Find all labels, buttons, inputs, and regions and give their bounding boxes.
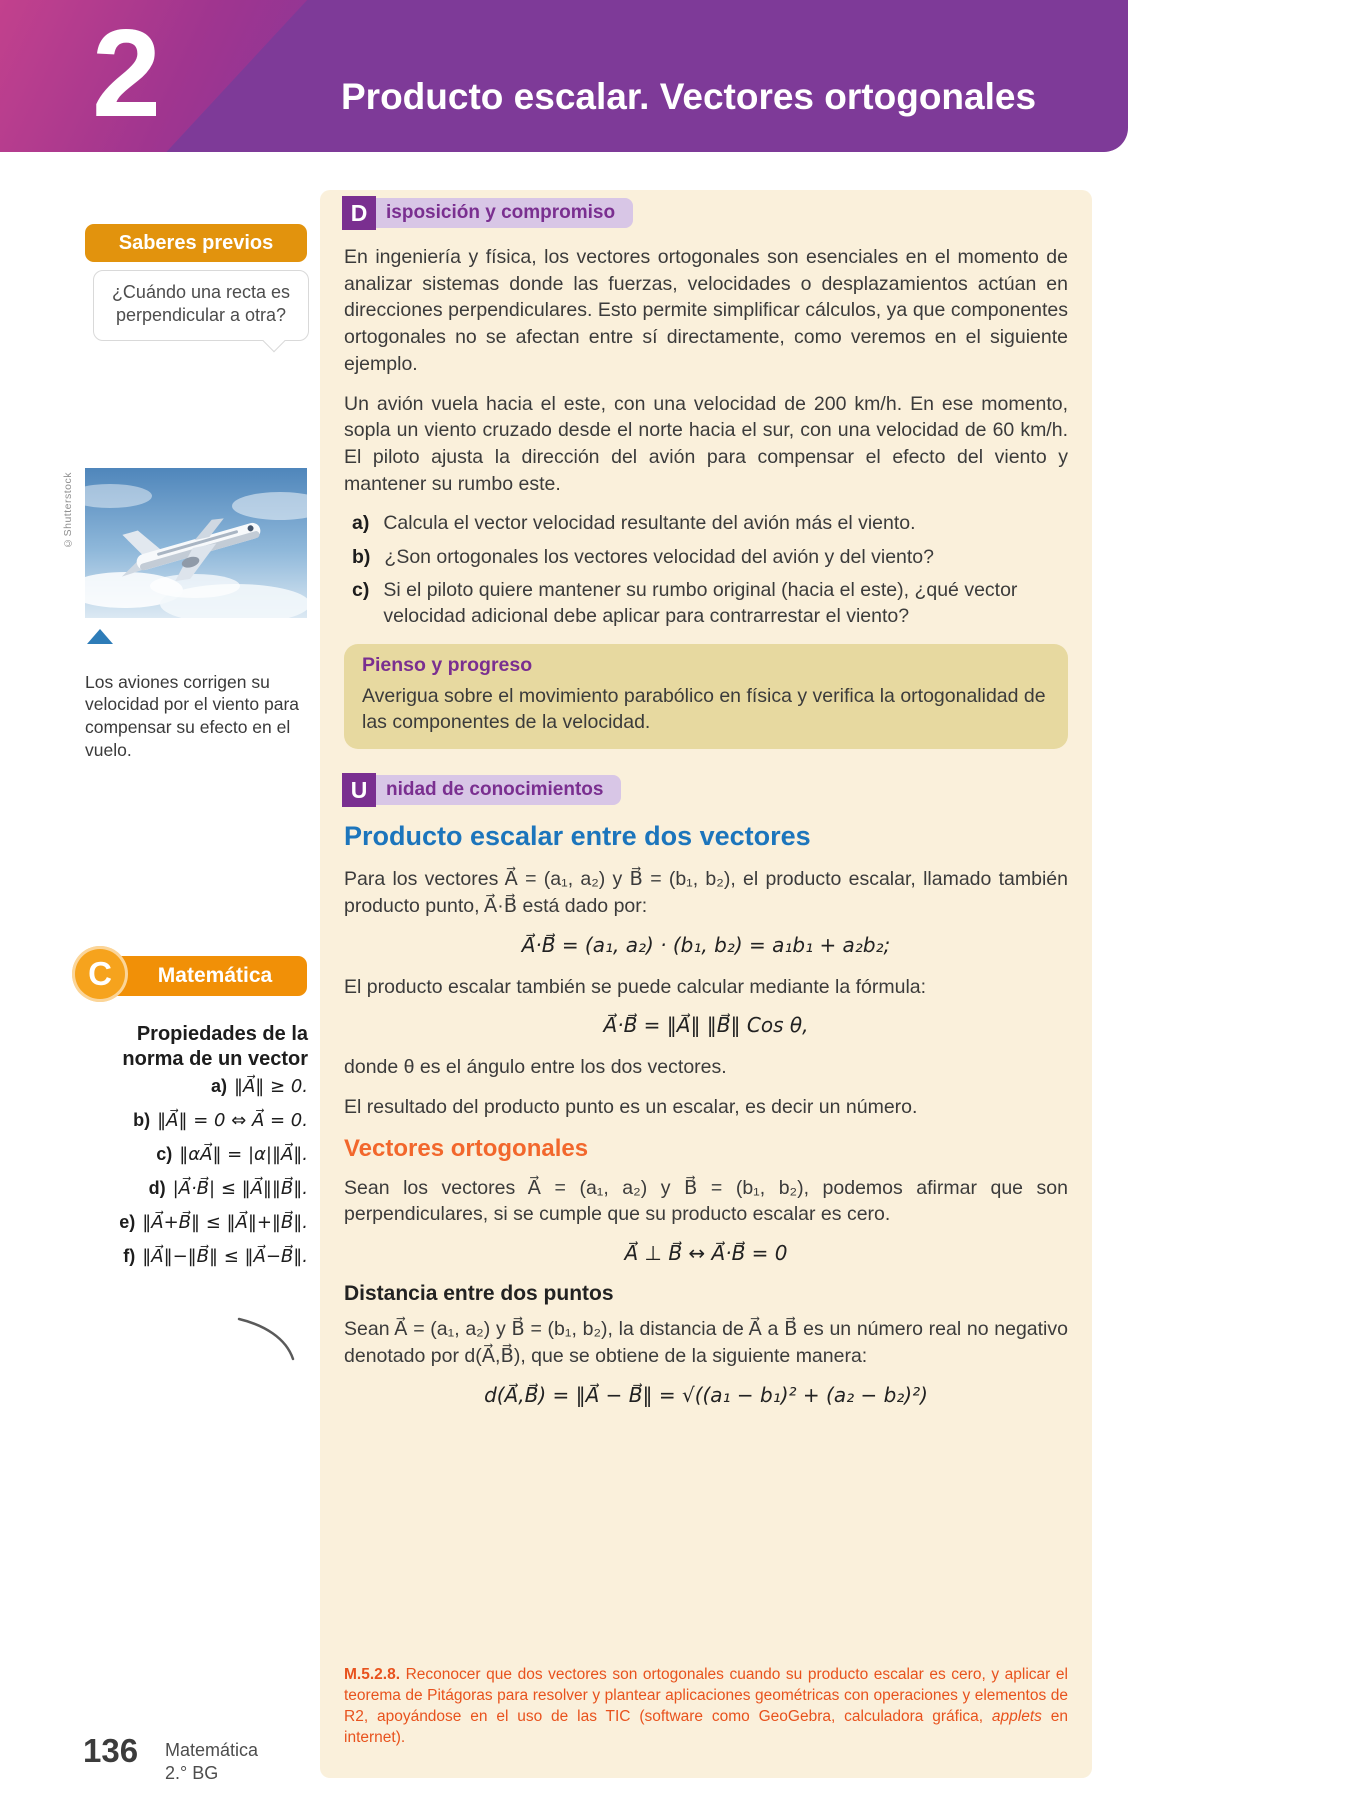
question-label: c) [352,578,370,601]
section-header-unidad [342,773,1068,807]
photo-credit: ©Shutterstock [62,472,74,549]
saberes-previos-label: Saberes previos [118,231,274,254]
property-label: e) [119,1212,136,1232]
saberes-question-bubble [93,270,309,341]
pienso-y-progreso-box [344,644,1068,750]
standard-code: M.5.2.8. [344,1666,400,1684]
question-label: b) [352,545,371,568]
question-text: ¿Son ortogonales los vectores velocidad del avión y del viento? [384,545,934,568]
question-text: Si el piloto quiere mantener su rumbo original (hacia el este), ¿qué vector velocidad adicional debe aplicar para contrarrestar el viento? [383,578,1018,628]
sidebar [0,0,320,1800]
property-formula: |A⃗·B⃗| ≤ ‖A⃗‖‖B⃗‖. [172,1178,308,1199]
producto-escalar-intro: Para los vectores A⃗ = (a₁, a₂) y B⃗ = (b₁, b₂), el producto escalar, llamado también producto punto, A⃗·B⃗ está dado por: [344,868,1068,917]
formula-distancia: d(A⃗,B⃗) = ‖A⃗ − B⃗‖ = √((a₁ − b₁)² + (a₂ − b₂)²) [484,1382,928,1407]
airplane-photo [85,468,307,618]
question-list [344,510,1068,629]
producto-escalar-heading: Producto escalar entre dos vectores [344,821,811,852]
brace-decoration [236,1316,298,1367]
property-row [70,1110,308,1131]
page-subject: Matemática [165,1740,259,1760]
main-content-panel [320,190,1092,1778]
property-label: a) [210,1076,227,1096]
matematica-badge-label: Matemática [157,964,273,987]
nota-angulo: donde θ es el ángulo entre los dos vectores. [344,1056,727,1079]
property-formula: ‖A⃗‖−‖B⃗‖ ≤ ‖A⃗−B⃗‖. [142,1246,308,1267]
question-item [344,577,1068,630]
vectores-ortogonales-heading: Vectores ortogonales [344,1134,589,1162]
norm-properties-heading: Propiedades de la norma de un vector [122,1023,308,1070]
property-label: d) [148,1178,166,1198]
section-band: nidad de conocimientos [376,775,621,805]
nota-escalar: El resultado del producto punto es un escalar, es decir un número. [344,1096,918,1119]
pienso-title: Pienso y progreso [362,653,533,676]
standard-text-end: en internet). [344,1707,1068,1746]
page-grade: 2.° BG [165,1762,219,1783]
property-row [70,1246,308,1267]
property-row [70,1178,308,1199]
property-label: b) [133,1110,151,1130]
section-initial-box: U [342,773,376,807]
page-number: 136 [83,1732,139,1769]
vectores-ortogonales-body: Sean los vectores A⃗ = (a₁, a₂) y B⃗ = (b₁, b₂), podemos afirmar que son perpendiculares, si se cumple que su producto escalar es cero. [344,1176,1068,1226]
photo-caption-marker-icon [87,629,113,644]
distancia-body: Sean A⃗ = (a₁, a₂) y B⃗ = (b₁, b₂), la distancia de A⃗ a B⃗ es un número real no negativo denotado por d(A⃗,B⃗), que se obtiene de la siguiente manera: [344,1318,1068,1367]
photo-caption: Los aviones corrigen su velocidad por el viento para compensar su efecto en el vuelo. [85,671,300,760]
section-header-disposicion [342,196,1068,230]
formula-producto-componentes: A⃗·B⃗ = (a₁, a₂) · (b₁, b₂) = a₁b₁ + a₂b₂; [521,932,891,957]
question-text: Calcula el vector velocidad resultante del avión más el viento. [383,512,916,535]
question-item [344,510,1068,536]
property-label: c) [156,1144,173,1164]
standard-text: Reconocer que dos vectores son ortogonales cuando su producto escalar es cero, y aplicar el teorema de Pitágoras para resolver y plantear aplicaciones geométricas con operaciones y elementos de R2, apoyándose en el uso de las TIC (software como GeoGebra, calculadora gráfica, [344,1666,1068,1725]
property-formula: ‖A⃗+B⃗‖ ≤ ‖A⃗‖+‖B⃗‖. [142,1212,308,1233]
chapter-number: 2 [92,5,161,143]
disposicion-paragraph-1: En ingeniería y física, los vectores ortogonales son esenciales en el momento de analizar sistemas donde las fuerzas, velocidades o desplazamientos actúan en direcciones perpendiculares. Esto permite simplificar cálculos, ya que componentes ortogonales no se afectan entre sí directamente, como veremos en el siguiente ejemplo. [344,246,1068,375]
chapter-title: Producto escalar. Vectores ortogonales [341,76,1037,117]
producto-escalar-texto-formula: El producto escalar también se puede calcular mediante la fórmula: [344,975,927,998]
saberes-question-text: ¿Cuándo una recta es perpendicular a otra? [111,282,291,326]
property-formula: ‖A⃗‖ ≥ 0. [233,1076,308,1097]
curriculum-standard [344,1665,1068,1748]
matematica-logo-icon: C [72,946,128,1002]
formula-ortogonalidad: A⃗ ⊥ B⃗ ↔ A⃗·B⃗ = 0 [624,1241,788,1266]
question-item [344,544,1068,570]
formula-producto-coseno: A⃗·B⃗ = ‖A⃗‖ ‖B⃗‖ Cos θ, [603,1013,809,1038]
disposicion-paragraph-2: Un avión vuela hacia el este, con una velocidad de 200 km/h. En ese momento, sopla un viento cruzado desde el norte hacia el sur, con una velocidad de 60 km/h. El piloto ajusta la dirección del avión para compensar el efecto del viento y mantener su rumbo este. [344,392,1068,495]
page-footer-label [165,1739,258,1784]
section-band: isposición y compromiso [376,198,633,228]
property-row [70,1212,308,1233]
property-row [70,1144,308,1165]
airplane-illustration [85,468,307,618]
property-formula: ‖αA⃗‖ = |α|‖A⃗‖. [179,1144,308,1165]
property-row [70,1076,308,1097]
distancia-heading: Distancia entre dos puntos [344,1282,614,1306]
property-formula: ‖A⃗‖ = 0 ⇔ A⃗ = 0. [157,1110,308,1131]
property-label: f) [123,1246,136,1266]
standard-italic: applets [991,1707,1042,1725]
norm-properties-list [70,1076,308,1280]
saberes-previos-badge [85,224,307,262]
pienso-body: Averigua sobre el movimiento parabólico en física y verifica la ortogonalidad de las componentes de la velocidad. [362,684,1046,733]
matematica-badge [97,956,307,996]
section-initial-box: D [342,196,376,230]
question-label: a) [352,512,370,535]
